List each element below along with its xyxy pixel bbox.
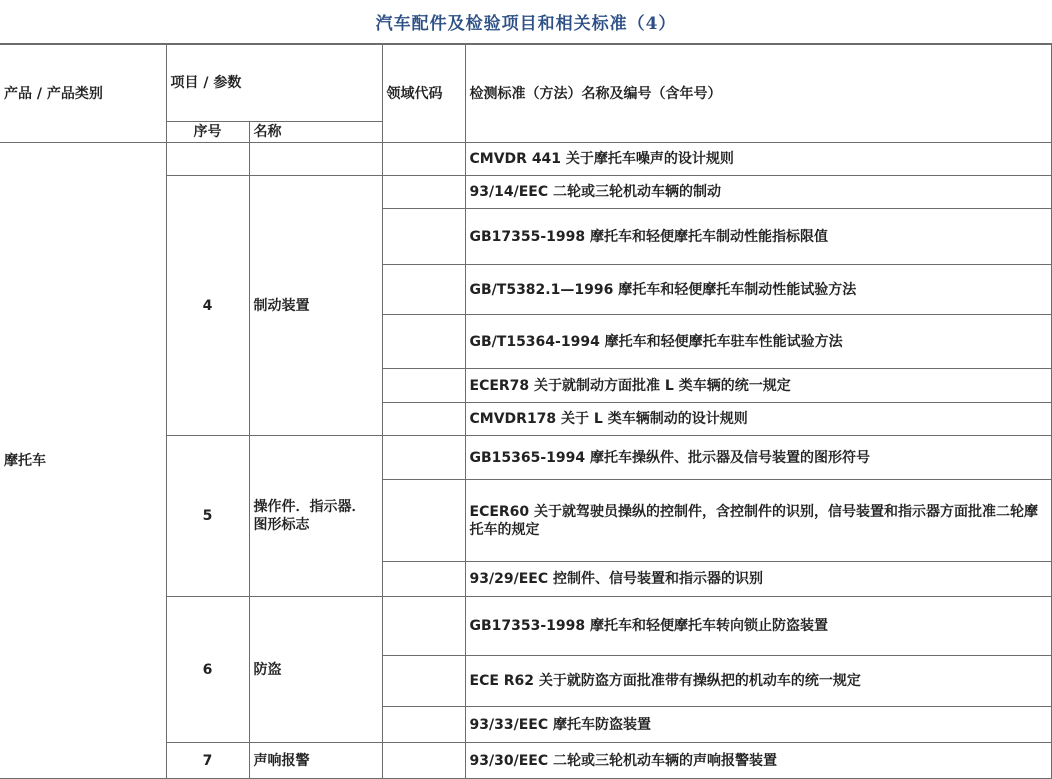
- standard-cell: GB17355-1998 摩托车和轻便摩托车制动性能指标限值: [465, 209, 1051, 265]
- domain-code-cell: [382, 743, 465, 779]
- header-item: 项目 / 参数: [166, 45, 382, 122]
- standard-cell: 93/33/EEC 摩托车防盗装置: [465, 707, 1051, 743]
- domain-code-cell: [382, 209, 465, 265]
- item-name-cell: 制动装置: [249, 176, 382, 436]
- header-standard: 检测标准（方法）名称及编号（含年号）: [465, 45, 1051, 143]
- domain-code-cell: [382, 143, 465, 176]
- domain-code-cell: [382, 562, 465, 597]
- header-product: 产品 / 产品类别: [0, 45, 166, 143]
- header-row: [0, 45, 1051, 122]
- domain-code-cell: [382, 597, 465, 656]
- standard-cell: 93/14/EEC 二轮或三轮机动车辆的制动: [465, 176, 1051, 209]
- item-seq-cell: [166, 143, 249, 176]
- standard-cell: ECE R62 关于就防盗方面批准带有操纵把的机动车的统一规定: [465, 656, 1051, 707]
- domain-code-cell: [382, 176, 465, 209]
- standard-cell: CMVDR 441 关于摩托车噪声的设计规则: [465, 143, 1051, 176]
- header-name: 名称: [249, 122, 382, 143]
- item-name-cell: 操作件．指示器．图形标志: [249, 436, 382, 597]
- standard-cell: GB/T5382.1—1996 摩托车和轻便摩托车制动性能试验方法: [465, 265, 1051, 315]
- item-seq-cell: 5: [166, 436, 249, 597]
- item-name-cell: [249, 143, 382, 176]
- table-row: [0, 143, 1051, 176]
- item-name-cell: 防盗: [249, 597, 382, 743]
- standards-table: [0, 44, 1052, 779]
- item-name-cell: 声响报警: [249, 743, 382, 779]
- header-domain-code: 领域代码: [382, 45, 465, 143]
- domain-code-cell: [382, 265, 465, 315]
- standard-cell: ECER78 关于就制动方面批准 L 类车辆的统一规定: [465, 369, 1051, 403]
- item-seq-cell: 6: [166, 597, 249, 743]
- header-seq: 序号: [166, 122, 249, 143]
- domain-code-cell: [382, 656, 465, 707]
- domain-code-cell: [382, 369, 465, 403]
- standard-cell: 93/30/EEC 二轮或三轮机动车辆的声响报警装置: [465, 743, 1051, 779]
- item-seq-cell: 7: [166, 743, 249, 779]
- domain-code-cell: [382, 315, 465, 369]
- product-category-cell: 摩托车: [0, 143, 166, 779]
- standard-cell: GB/T15364-1994 摩托车和轻便摩托车驻车性能试验方法: [465, 315, 1051, 369]
- standard-cell: ECER60 关于就驾驶员操纵的控制件，含控制件的识别，信号装置和指示器方面批准二轮摩托车的规定: [465, 480, 1051, 562]
- standard-cell: GB15365-1994 摩托车操纵件、批示器及信号装置的图形符号: [465, 436, 1051, 480]
- standard-cell: GB17353-1998 摩托车和轻便摩托车转向锁止防盗装置: [465, 597, 1051, 656]
- domain-code-cell: [382, 403, 465, 436]
- page-title: 汽车配件及检验项目和相关标准（4）: [375, 14, 677, 34]
- domain-code-cell: [382, 707, 465, 743]
- item-seq-cell: 4: [166, 176, 249, 436]
- domain-code-cell: [382, 436, 465, 480]
- title-bar: [0, 0, 1052, 44]
- standard-cell: 93/29/EEC 控制件、信号装置和指示器的识别: [465, 562, 1051, 597]
- domain-code-cell: [382, 480, 465, 562]
- standard-cell: CMVDR178 关于 L 类车辆制动的设计规则: [465, 403, 1051, 436]
